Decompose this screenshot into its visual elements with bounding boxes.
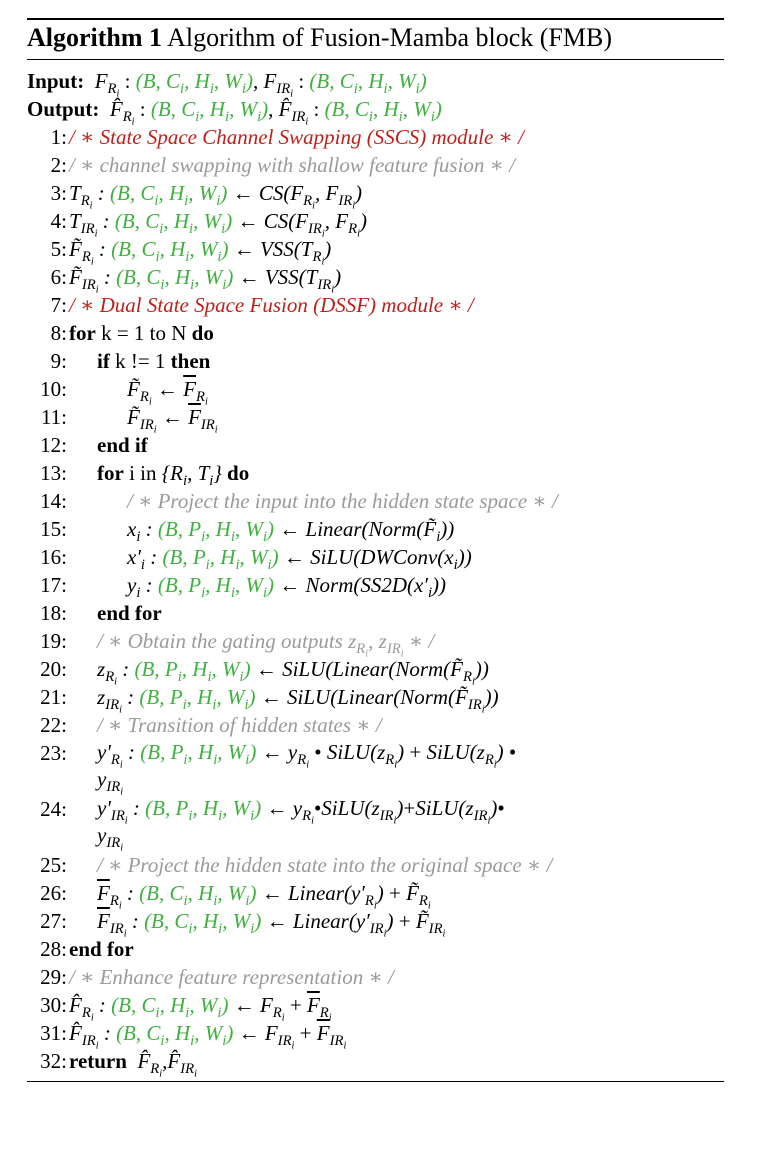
- line-number: 6:: [50, 265, 67, 289]
- line-19: [27, 627, 724, 660]
- line-number: 15:: [40, 517, 67, 541]
- statement: $F̂_{IR_i}$ : (B, $C_i$, $H_i$, $W_i$) ← $F_{IR_i} + \overline{F}_{IR_i}$: [69, 1021, 347, 1052]
- line-number: 32:: [40, 1049, 67, 1073]
- line-7: [27, 291, 724, 319]
- line-number: 8:: [50, 321, 67, 345]
- line-number: 5:: [50, 237, 67, 261]
- statement: $\overline{F}_{IR_i}$ : (B, $C_i$, $H_i$, $W_i$) ← $Linear(y'_{IR_i})$ + $F̃_{IR_i}$: [97, 909, 446, 940]
- comment-dssf: / ∗ Dual State Space Fusion (DSSF) module ∗ /: [69, 293, 474, 317]
- line-number: 12:: [40, 433, 67, 457]
- line-8: [27, 319, 724, 347]
- line-number: 14:: [40, 489, 67, 513]
- line-31: [27, 1019, 724, 1052]
- statement: $x_i$ : (B, $P_i$, $H_i$, $W_i$) ← $Linear(Norm(F̃_i))$: [127, 517, 455, 546]
- line-21: [27, 683, 724, 716]
- line-22: [27, 711, 724, 739]
- line-number: 18:: [40, 601, 67, 625]
- algorithm-box: [27, 18, 724, 1082]
- line-number: 4:: [50, 209, 67, 233]
- line-28: [27, 935, 724, 963]
- line-17: [27, 571, 724, 602]
- input-keyword: Input:: [27, 69, 85, 93]
- line-number: 22:: [40, 713, 67, 737]
- statement: end if: [97, 433, 148, 457]
- statement: $F̃_{R_i}$ : (B, $C_i$, $H_i$, $W_i$) ← $VSS(T_{R_i})$: [69, 237, 332, 268]
- line-number: 26:: [40, 881, 67, 905]
- statement: $F̂_{R_i}$ : (B, $C_i$, $H_i$, $W_i$) ← $F_{R_i} + \overline{F}_{R_i}$: [69, 993, 332, 1024]
- line-number: 11:: [40, 405, 67, 429]
- comment-swap: / ∗ channel swapping with shallow feature fusion ∗ /: [69, 153, 516, 177]
- comment-project: / ∗ Project the input into the hidden state space ∗ /: [127, 489, 558, 513]
- line-13: [27, 459, 724, 490]
- line-23: [27, 739, 724, 798]
- algorithm-title: [27, 20, 724, 59]
- line-12: [27, 431, 724, 459]
- line-10: [27, 375, 724, 408]
- comment-enhance: / ∗ Enhance feature representation ∗ /: [69, 965, 394, 989]
- line-number: 25:: [40, 853, 67, 877]
- line-3: [27, 179, 724, 212]
- line-30: [27, 991, 724, 1024]
- statement: end for: [97, 601, 162, 625]
- line-number: 7:: [50, 293, 67, 317]
- statement: $T_{R_i}$ : (B, $C_i$, $H_i$, $W_i$) ← $CS(F_{R_i}$, $F_{IR_i}$): [69, 181, 363, 212]
- line-29: [27, 963, 724, 991]
- line-number: 10:: [40, 377, 67, 401]
- statement: $F̃_{R_i}$ ← $\overline{F}_{R_i}$: [127, 377, 208, 408]
- statement: for k = 1 to N do: [69, 321, 214, 345]
- statement: $z_{R_i}$ : (B, $P_i$, $H_i$, $W_i$) ← $SiLU(Linear(Norm(F̃_{R_i}))$: [97, 657, 489, 688]
- line-1: [27, 123, 724, 151]
- line-27: [27, 907, 724, 940]
- algorithm-name: Algorithm of Fusion-Mamba block (FMB): [167, 23, 612, 52]
- line-number: 23:: [40, 741, 67, 765]
- algorithm-label: Algorithm 1: [27, 23, 163, 52]
- line-6: [27, 263, 724, 296]
- line-5: [27, 235, 724, 268]
- line-number: 20:: [40, 657, 67, 681]
- line-number: 2:: [50, 153, 67, 177]
- statement: $z_{IR_i}$ : (B, $P_i$, $H_i$, $W_i$) ← $SiLU(Linear(Norm(F̃_{IR_i}))$: [97, 685, 499, 716]
- line-number: 21:: [40, 685, 67, 709]
- statement: return $F̂_{R_i},F̂_{IR_i}$: [69, 1049, 197, 1080]
- line-number: 1:: [50, 125, 67, 149]
- line-15: [27, 515, 724, 546]
- line-26: [27, 879, 724, 912]
- statement: $\overline{F}_{R_i}$ : (B, $C_i$, $H_i$, $W_i$) ← $Linear(y'_{R_i})$ + $F̃_{R_i}$: [97, 881, 431, 912]
- line-number: 29:: [40, 965, 67, 989]
- line-number: 27:: [40, 909, 67, 933]
- algorithm-lines: [27, 60, 724, 1080]
- comment-gating: / ∗ Obtain the gating outputs $z_{R_i}$, $z_{IR_i}$ ∗ /: [97, 629, 435, 660]
- line-16: [27, 543, 724, 574]
- line-32: [27, 1047, 724, 1080]
- statement: $F̃_{IR_i}$ ← $\overline{F}_{IR_i}$: [127, 405, 218, 436]
- line-number: 24:: [40, 797, 67, 821]
- statement: for i in {$R_i$, $T_i$} do: [97, 461, 250, 490]
- comment-transition: / ∗ Transition of hidden states ∗ /: [97, 713, 382, 737]
- statement: $y_i$ : (B, $P_i$, $H_i$, $W_i$) ← $Norm(SS2D(x'_i))$: [127, 573, 447, 602]
- statement: $T_{IR_i}$ : (B, $C_i$, $H_i$, $W_i$) ← $CS(F_{IR_i}$, $F_{R_i}$): [69, 209, 367, 240]
- line-25: [27, 851, 724, 879]
- bottom-rule: [27, 1081, 724, 1082]
- statement: end for: [69, 937, 134, 961]
- line-2: [27, 151, 724, 179]
- comment-sscs: / ∗ State Space Channel Swapping (SSCS) module ∗ /: [69, 125, 524, 149]
- input-line: Input: $F_{R_i}$ : (B, $C_i$, $H_i$, $W_i$), $F_{IR_i}$ : (B, $C_i$, $H_i$, $W_i$): [27, 69, 427, 100]
- comment-original-space: / ∗ Project the hidden state into the original space ∗ /: [97, 853, 553, 877]
- line-number: 9:: [50, 349, 67, 373]
- output-keyword: Output:: [27, 97, 100, 121]
- line-number: 19:: [40, 629, 67, 653]
- line-9: [27, 347, 724, 375]
- statement: $x'_i$ : (B, $P_i$, $H_i$, $W_i$) ← $SiLU(DWConv(x_i))$: [127, 545, 472, 574]
- statement: $F̃_{IR_i}$ : (B, $C_i$, $H_i$, $W_i$) ← $VSS(T_{IR_i})$: [69, 265, 342, 296]
- line-number: 16:: [40, 545, 67, 569]
- statement: if k != 1 then: [97, 349, 211, 373]
- line-number: 17:: [40, 573, 67, 597]
- line-4: [27, 207, 724, 240]
- line-14: [27, 487, 724, 515]
- line-number: 13:: [40, 461, 67, 485]
- line-11: [27, 403, 724, 436]
- line-number: 31:: [40, 1021, 67, 1045]
- line-20: [27, 655, 724, 688]
- statement: $y'_{IR_i}$ : (B, $P_i$, $H_i$, $W_i$) ← $y_{R_i}•SiLU(z_{IR_i})+SiLU(z_{IR_i})•$ $y_{IR_i}$: [97, 796, 505, 854]
- line-18: [27, 599, 724, 627]
- line-number: 28:: [40, 937, 67, 961]
- statement: $y'_{R_i}$ : (B, $P_i$, $H_i$, $W_i$) ← $y_{R_i}$ • $SiLU(z_{R_i})$ + $SiLU(z_{R_i})$ • $y_{IR_i}$: [97, 740, 517, 798]
- line-24: [27, 795, 724, 854]
- line-number: 3:: [50, 181, 67, 205]
- line-number: 30:: [40, 993, 67, 1017]
- output-line: Output: $F̂_{R_i}$ : (B, $C_i$, $H_i$, $W_i$), $F̂_{IR_i}$ : (B, $C_i$, $H_i$, $W_i$): [27, 97, 442, 128]
